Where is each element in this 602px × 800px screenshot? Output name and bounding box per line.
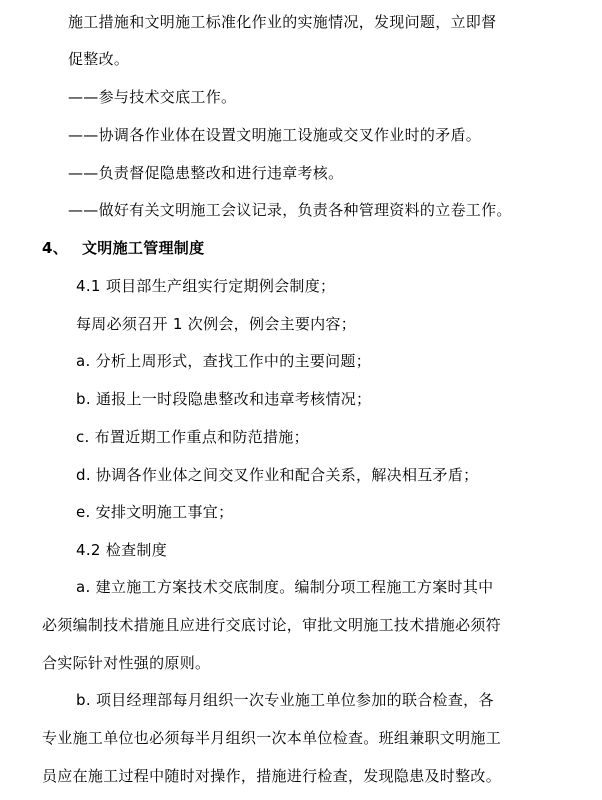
body-line-weekly-meeting: 每周必须召开 1 次例会，例会主要内容； <box>76 315 357 333</box>
list-item-b: b. 通报上一时段隐患整改和违章考核情况； <box>76 390 372 408</box>
subsection-4-2: 4.2 检查制度 <box>76 541 168 559</box>
check-item-b-line-3: 员应在施工过程中随时对操作，措施进行检查，发现隐患及时整改。 <box>42 767 502 785</box>
section-title: 文明施工管理制度 <box>82 239 205 257</box>
check-item-b-line-1: b. 项目经理部每月组织一次专业施工单位参加的联合检查，各 <box>76 691 494 709</box>
text-line-1: 施工措施和文明施工标准化作业的实施情况，发现问题，立即督 <box>68 13 497 31</box>
duty-item-2: ——协调各作业体在设置文明施工设施或交叉作业时的矛盾。 <box>68 126 482 144</box>
check-item-b-line-2: 专业施工单位也必须每半月组织一次本单位检查。班组兼职文明施工 <box>42 729 502 747</box>
duty-item-1: ——参与技术交底工作。 <box>68 88 237 106</box>
section-heading <box>42 238 204 258</box>
list-item-c: c. 布置近期工作重点和防范措施； <box>76 428 309 446</box>
list-item-d: d. 协调各作业体之间交叉作业和配合关系，解决相互矛盾； <box>76 466 479 484</box>
check-item-a-line-1: a. 建立施工方案技术交底制度。编制分项工程施工方案时其中 <box>76 578 494 596</box>
duty-item-4: ——做好有关文明施工会议记录，负责各种管理资料的立卷工作。 <box>68 201 512 219</box>
check-item-a-line-2: 必须编制技术措施且应进行交底讨论，审批文明施工技术措施必须符 <box>42 616 502 634</box>
check-item-a-line-3: 合实际针对性强的原则。 <box>42 654 211 672</box>
duty-item-3: ——负责督促隐患整改和进行违章考核。 <box>68 164 344 182</box>
list-item-a: a. 分析上周形式，查找工作中的主要问题； <box>76 352 372 370</box>
text-line-2: 促整改。 <box>68 50 130 68</box>
subsection-4-1: 4.1 项目部生产组实行定期例会制度； <box>76 277 336 295</box>
list-item-e: e. 安排文明施工事宜； <box>76 503 234 521</box>
section-number: 4、 <box>42 239 69 257</box>
